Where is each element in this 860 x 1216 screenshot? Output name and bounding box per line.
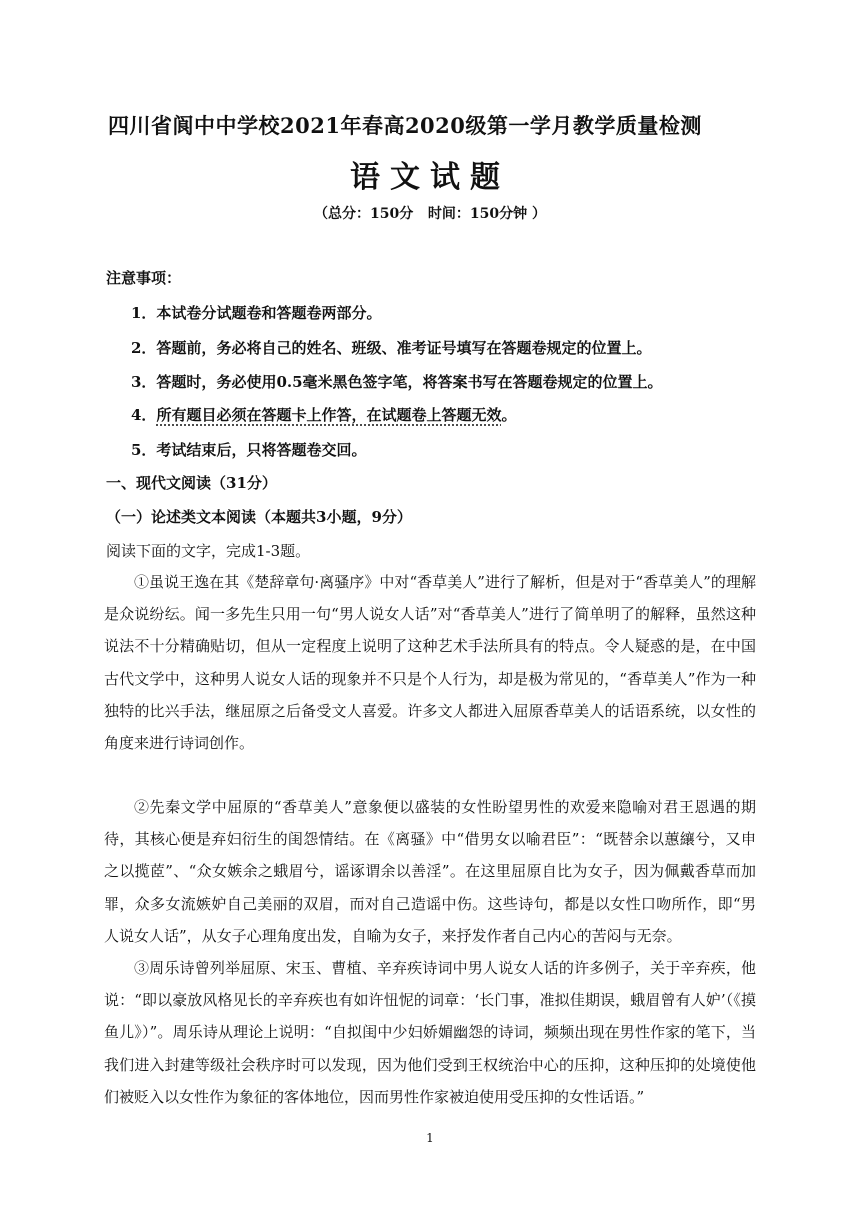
- note-item-3: 3．答题时，务必使用0.5毫米黑色签字笔，将答案书写在答题卷规定的位置上。: [131, 373, 663, 391]
- note-item-2: 2．答题前，务必将自己的姓名、班级、准考证号填写在答题卷规定的位置上。: [131, 339, 652, 357]
- page-number: 1: [426, 1131, 434, 1145]
- note-item-5: 5．考试结束后，只将答题卷交回。: [131, 441, 367, 459]
- note-item-4: [131, 404, 516, 425]
- exam-header-title: 四川省阆中中学校2021年春高2020级第一学月教学质量检测: [108, 113, 702, 138]
- paragraph-2: ②先秦文学中屈原的“香草美人”意象便以盛装的女性盼望男性的欢爱来隐喻对君王恩遇的期待，其核心便是弃妇衍生的闺怨情结。在《离骚》中“借男女以喻君臣”：“既替余以蕙纕兮，又申之以揽茝”、“众女嫉余之蛾眉兮，谣诼谓余以善淫”。在这里屈原自比为女子，因为佩戴香草而加罪，众多女流嫉妒自己美丽的双眉，而对自己造谣中伤。这些诗句，都是以女性口吻所作，即“男人说女人话”，从女子心理角度出发，自喻为女子，来抒发作者自己内心的苦闷与无奈。: [104, 798, 756, 945]
- note-item-4-emphasis: 所有题目必须在答题卡上作答，在试题卷上答题无效: [156, 406, 502, 424]
- note-item-4-suffix: 。: [501, 406, 517, 424]
- score-time-info: （总分：150分 时间：150分钟 ）: [314, 206, 546, 222]
- subject-title: 语文试题: [350, 160, 510, 195]
- note-item-1: 1．本试卷分试题卷和答题卷两部分。: [131, 304, 382, 322]
- section-heading: 一、现代文阅读（31分）: [106, 474, 277, 492]
- reading-instruction: 阅读下面的文字，完成1-3题。: [106, 542, 311, 560]
- paragraph-3: ③周乐诗曾列举屈原、宋玉、曹植、辛弃疾诗词中男人说女人话的许多例子，关于辛弃疾，他说：“即以豪放风格见长的辛弃疾也有如许忸怩的词章：‘长门事，准拟佳期误，蛾眉曾有人妒’（《摸鱼儿》）”。周乐诗从理论上说明：“自拟闺中少妇娇媚幽怨的诗词，频频出现在男性作家的笔下，当我们进入封建等级社会秩序时可以发现，因为他们受到王权统治中心的压抑，这种压抑的处境使他们被贬入以女性作为象征的客体地位，因而男性作家被迫使用受压抑的女性话语。”: [104, 959, 756, 1106]
- notes-heading: 注意事项：: [106, 269, 182, 287]
- paragraph-1: ①虽说王逸在其《楚辞章句·离骚序》中对“香草美人”进行了解析，但是对于“香草美人”的理解是众说纷纭。闻一多先生只用一句“男人说女人话”对“香草美人”进行了简单明了的解释，虽然这种说法不十分精确贴切，但从一定程度上说明了这种艺术手法所具有的特点。令人疑惑的是，在中国古代文学中，这种男人说女人话的现象并不只是个人行为，却是极为常见的，“香草美人”作为一种独特的比兴手法，继屈原之后备受文人喜爱。许多文人都进入屈原香草美人的话语系统，以女性的角度来进行诗词创作。: [104, 573, 756, 753]
- note-item-4-prefix: 4．: [131, 406, 157, 424]
- subsection-heading: （一）论述类文本阅读（本题共3小题，9分）: [106, 508, 412, 526]
